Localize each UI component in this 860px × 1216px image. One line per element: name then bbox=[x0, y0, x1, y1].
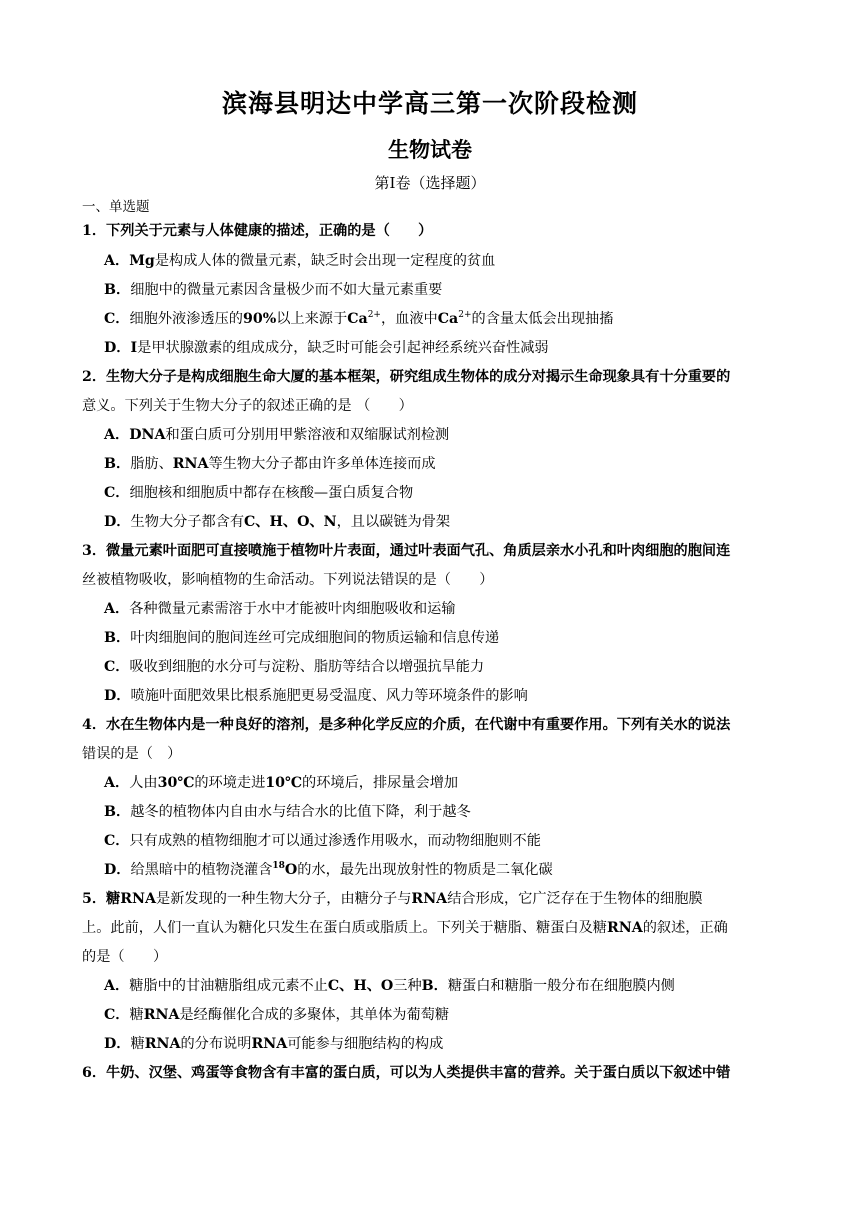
q5-option-c: C．糖RNA是经酶催化合成的多聚体，其单体为葡萄糖 bbox=[104, 1007, 450, 1023]
question-3-stem-line1: 3．微量元素叶面肥可直接喷施于植物叶片表面，通过叶表面气孔、角质层亲水小孔和叶肉细胞的胞间连 bbox=[82, 543, 731, 559]
q1-option-c: C．细胞外液渗透压的90%以上来源于$Ca^{2+}$，血液中$Ca^{2+}$的含量太低会出现抽搐 bbox=[104, 310, 614, 327]
q1-option-d: D．I是甲状腺激素的组成成分，缺乏时可能会引起神经系统兴奋性减弱 bbox=[104, 340, 549, 356]
q4-option-d: D．给黑暗中的植物浇灌含$^{18}$O的水，最先出现放射性的物质是二氧化碳 bbox=[104, 861, 553, 878]
question-5-stem-line2: 上。此前，人们一直认为糖化只发生在蛋白质或脂质上。下列关于糖脂、糖蛋白及糖RNA的叙述，正确 bbox=[82, 920, 728, 936]
exam-title: 滨海县明达中学高三第一次阶段检测 bbox=[221, 89, 638, 118]
question-4-stem-line2: 错误的是（ ） bbox=[82, 746, 182, 762]
q4-option-c: C．只有成熟的植物细胞才可以通过渗透作用吸水，而动物细胞则不能 bbox=[104, 833, 541, 849]
question-6-stem-line1: 6．牛奶、汉堡、鸡蛋等食物含有丰富的蛋白质，可以为人类提供丰富的营养。关于蛋白质以下叙述中错 bbox=[82, 1065, 731, 1081]
part-heading: 第Ⅰ卷（选择题） bbox=[374, 174, 486, 192]
question-5-stem-line3: 的是（ ） bbox=[82, 949, 168, 965]
q5-option-d: D．糖RNA的分布说明RNA可能参与细胞结构的构成 bbox=[104, 1036, 444, 1052]
q2-option-a: A．DNA和蛋白质可分别用甲紫溶液和双缩脲试剂检测 bbox=[104, 427, 450, 443]
q4-option-b: B．越冬的植物体内自由水与结合水的比值下降，利于越冬 bbox=[104, 804, 471, 820]
question-2-stem-line2: 意义。下列关于生物大分子的叙述正确的是 （ ） bbox=[82, 398, 413, 414]
q2-option-c: C．细胞核和细胞质中都存在核酸—蛋白质复合物 bbox=[104, 485, 414, 501]
question-5-stem-line1: 5．糖RNA是新发现的一种生物大分子，由糖分子与RNA结合形成，它广泛存在于生物体的细胞膜 bbox=[82, 891, 703, 907]
q3-option-d: D．喷施叶面肥效果比根系施肥更易受温度、风力等环境条件的影响 bbox=[104, 688, 528, 704]
q1-option-b: B．细胞中的微量元素因含量极少而不如大量元素重要 bbox=[104, 282, 443, 298]
question-4-stem-line1: 4．水在生物体内是一种良好的溶剂，是多种化学反应的介质，在代谢中有重要作用。下列有关水的说法 bbox=[82, 717, 731, 733]
q3-option-b: B．叶肉细胞间的胞间连丝可完成细胞间的物质运输和信息传递 bbox=[104, 630, 500, 646]
question-2-stem-line1: 2．生物大分子是构成细胞生命大厦的基本框架，研究组成生物体的成分对揭示生命现象具有十分重要的 bbox=[82, 369, 731, 385]
exam-subtitle: 生物试卷 bbox=[388, 138, 472, 162]
q2-option-d: D．生物大分子都含有C、H、O、N，且以碳链为骨架 bbox=[104, 514, 451, 530]
q3-option-c: C．吸收到细胞的水分可与淀粉、脂肪等结合以增强抗旱能力 bbox=[104, 659, 485, 675]
question-3-stem-line2: 丝被植物吸收，影响植物的生命活动。下列说法错误的是（ ） bbox=[82, 572, 494, 588]
q5-option-ab: A．糖脂中的甘油糖脂组成元素不止C、H、O三种B．糖蛋白和糖脂一般分布在细胞膜内侧 bbox=[104, 978, 675, 994]
q2-option-b: B．脂肪、RNA等生物大分子都由许多单体连接而成 bbox=[104, 456, 436, 472]
q4-option-a: A．人由30℃的环境走进10℃的环境后，排尿量会增加 bbox=[104, 775, 459, 791]
question-1-stem: 1．下列关于元素与人体健康的描述，正确的是（ ） bbox=[82, 223, 433, 239]
q3-option-a: A．各种微量元素需溶于水中才能被叶肉细胞吸收和运输 bbox=[104, 601, 456, 617]
section-heading: 一、单选题 bbox=[82, 199, 150, 215]
q1-option-a: A．Mg是构成人体的微量元素，缺乏时会出现一定程度的贫血 bbox=[104, 253, 496, 269]
